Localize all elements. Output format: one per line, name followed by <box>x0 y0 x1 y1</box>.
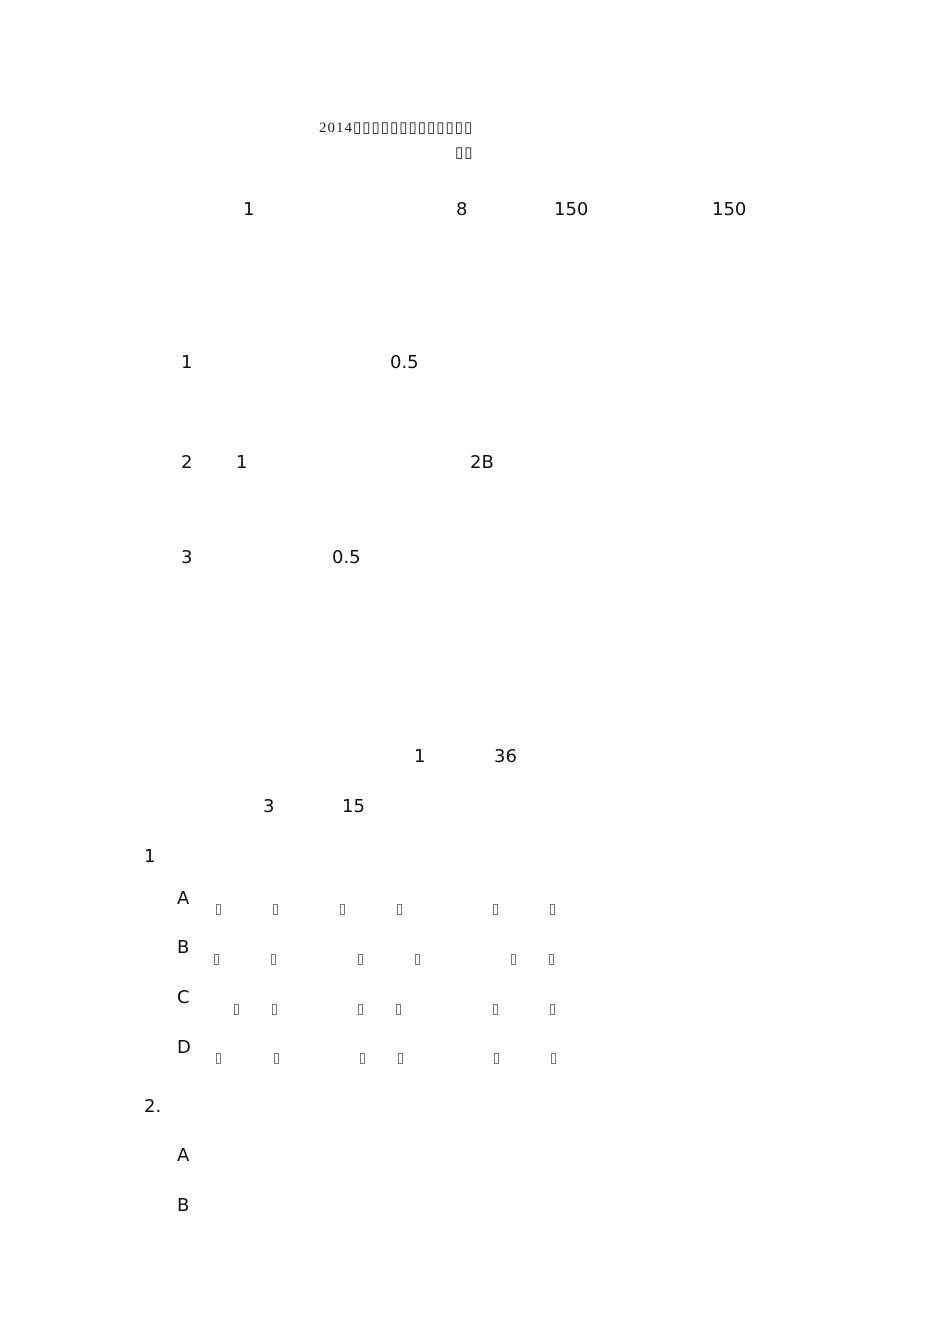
missing-glyph-icon <box>273 904 278 915</box>
missing-glyph-icon <box>216 1053 221 1064</box>
section-number: 36 <box>494 746 517 767</box>
section-number: 3 <box>263 796 275 817</box>
option-label: C <box>177 987 190 1008</box>
note-value: 2B <box>470 452 494 473</box>
missing-glyph-icon <box>397 904 402 915</box>
note-value: 0.5 <box>332 547 361 568</box>
missing-glyph-icon <box>216 904 221 915</box>
missing-glyph-icon <box>549 954 554 965</box>
missing-glyph-icon <box>493 904 498 915</box>
intro-number: 150 <box>712 199 747 220</box>
option-label: A <box>177 888 190 909</box>
missing-glyph-icon <box>551 1053 556 1064</box>
note-number: 2 <box>181 452 193 473</box>
missing-glyph-icon <box>494 1053 499 1064</box>
missing-glyph-icon <box>271 954 276 965</box>
missing-glyph-icon <box>358 954 363 965</box>
missing-glyph-icon <box>234 1004 239 1015</box>
note-sub: 1 <box>236 452 248 473</box>
intro-number: 1 <box>243 199 255 220</box>
missing-glyph-icon <box>272 1004 277 1015</box>
missing-glyph-icon <box>398 1053 403 1064</box>
missing-glyph-icon <box>396 1004 401 1015</box>
section-number: 15 <box>342 796 365 817</box>
missing-glyph-icon <box>358 1004 363 1015</box>
option-label: A <box>177 1145 190 1166</box>
note-number: 3 <box>181 547 193 568</box>
missing-glyph-icon <box>550 1004 555 1015</box>
note-value: 0.5 <box>390 352 419 373</box>
intro-number: 8 <box>456 199 468 220</box>
option-label: B <box>177 1195 190 1216</box>
missing-glyph-icon <box>214 954 219 965</box>
missing-glyph-icon <box>493 1004 498 1015</box>
doc-title: 2014▯▯▯▯▯▯▯▯▯▯▯▯▯ <box>319 120 474 136</box>
missing-glyph-icon <box>415 954 420 965</box>
missing-glyph-icon <box>360 1053 365 1064</box>
doc-subtitle: ▯▯ <box>455 145 474 161</box>
missing-glyph-icon <box>274 1053 279 1064</box>
question-number: 1 <box>144 846 156 867</box>
option-label: B <box>177 937 190 958</box>
missing-glyph-icon <box>550 904 555 915</box>
option-label: D <box>177 1037 191 1058</box>
note-number: 1 <box>181 352 193 373</box>
question-number: 2. <box>144 1096 162 1117</box>
section-number: 1 <box>414 746 426 767</box>
missing-glyph-icon <box>340 904 345 915</box>
intro-number: 150 <box>554 199 589 220</box>
missing-glyph-icon <box>511 954 516 965</box>
